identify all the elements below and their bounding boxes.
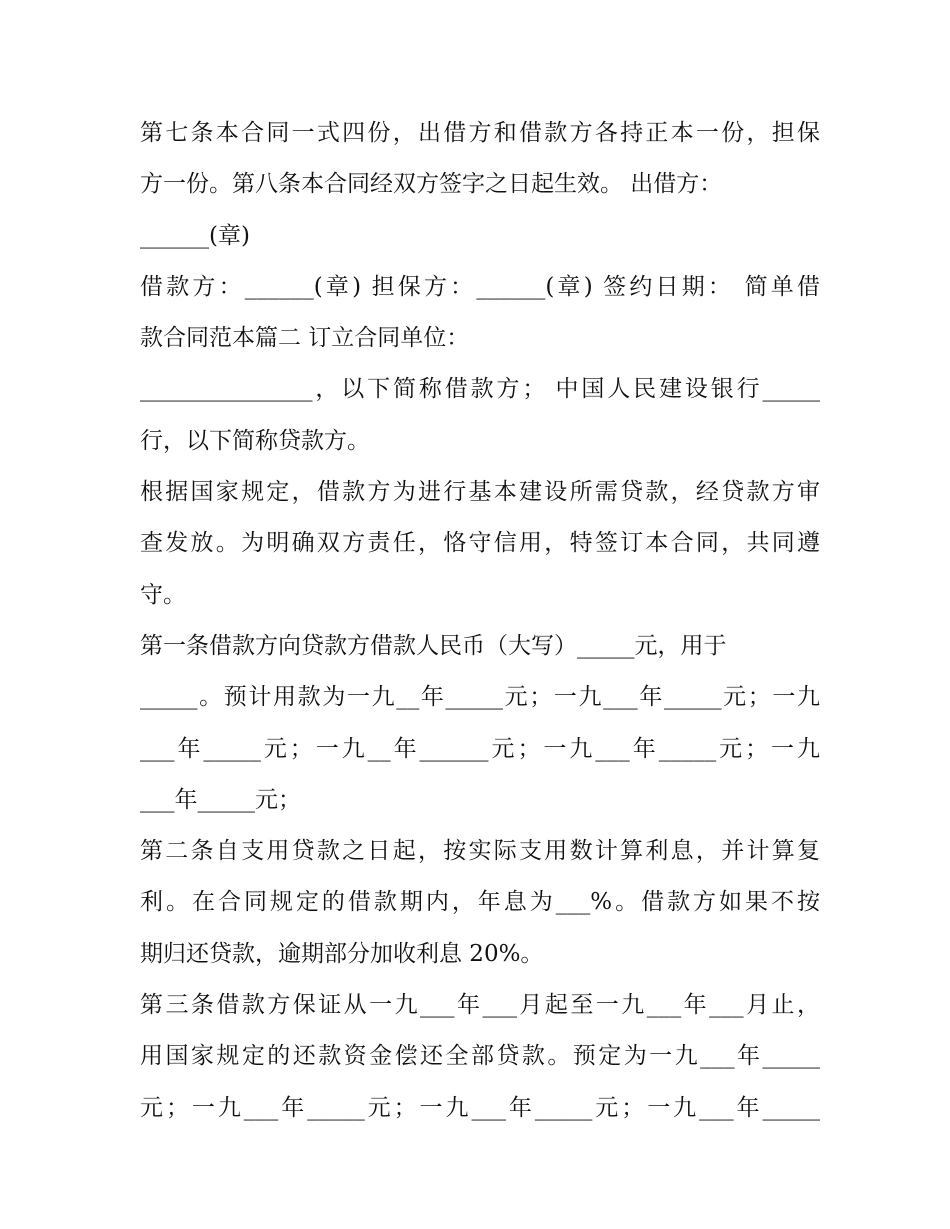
text-line-15: 第二条自支用贷款之日起，按实际支用数计算利息，并计算复 [140, 838, 820, 865]
contract-body [140, 108, 820, 1134]
text-line-9: 查发放。为明确双方责任，恪守信用，特签订本合同，共同遵 [140, 530, 820, 557]
text-line-6: _______________，以下简称借款方； 中国人民建设银行_____ [140, 376, 820, 403]
text-line-12: _____。预计用款为一九__年_____元；一九___年_____元；一九 [140, 684, 820, 711]
text-line-2: 方一份。第八条本合同经双方签字之日起生效。 出借方： [140, 171, 723, 198]
text-line-1: 第七条本合同一式四份，出借方和借款方各持正本一份，担保 [140, 120, 820, 146]
text-line-7: 行，以下简称贷款方。 [140, 427, 370, 454]
text-line-14: ___年_____元； [140, 786, 301, 813]
text-line-8: 根据国家规定，借款方为进行基本建设所需贷款，经贷款方审 [140, 479, 820, 506]
text-line-17: 期归还贷款，逾期部分加收利息 20%。 [140, 940, 544, 967]
text-line-5: 款合同范本篇二 订立合同单位： [140, 325, 470, 352]
text-line-4: 借款方：______(章) 担保方：______(章) 签约日期： 简单借 [140, 273, 820, 300]
text-line-10: 守。 [140, 581, 186, 608]
text-line-19: 用国家规定的还款资金偿还全部贷款。预定为一九___年_____ [140, 1043, 820, 1070]
text-line-3: ______(章) [140, 222, 250, 249]
text-line-18: 第三条借款方保证从一九___年___月起至一九___年___月止， [140, 992, 820, 1019]
text-line-20: 元；一九___年_____元；一九___年_____元；一九___年_____ [140, 1094, 820, 1121]
text-line-16: 利。在合同规定的借款期内，年息为___%。借款方如果不按 [140, 889, 820, 916]
text-line-13: ___年_____元；一九__年______元；一九___年_____元；一九 [140, 735, 820, 762]
text-line-11: 第一条借款方向贷款方借款人民币（大写）_____元，用于 [140, 632, 727, 659]
